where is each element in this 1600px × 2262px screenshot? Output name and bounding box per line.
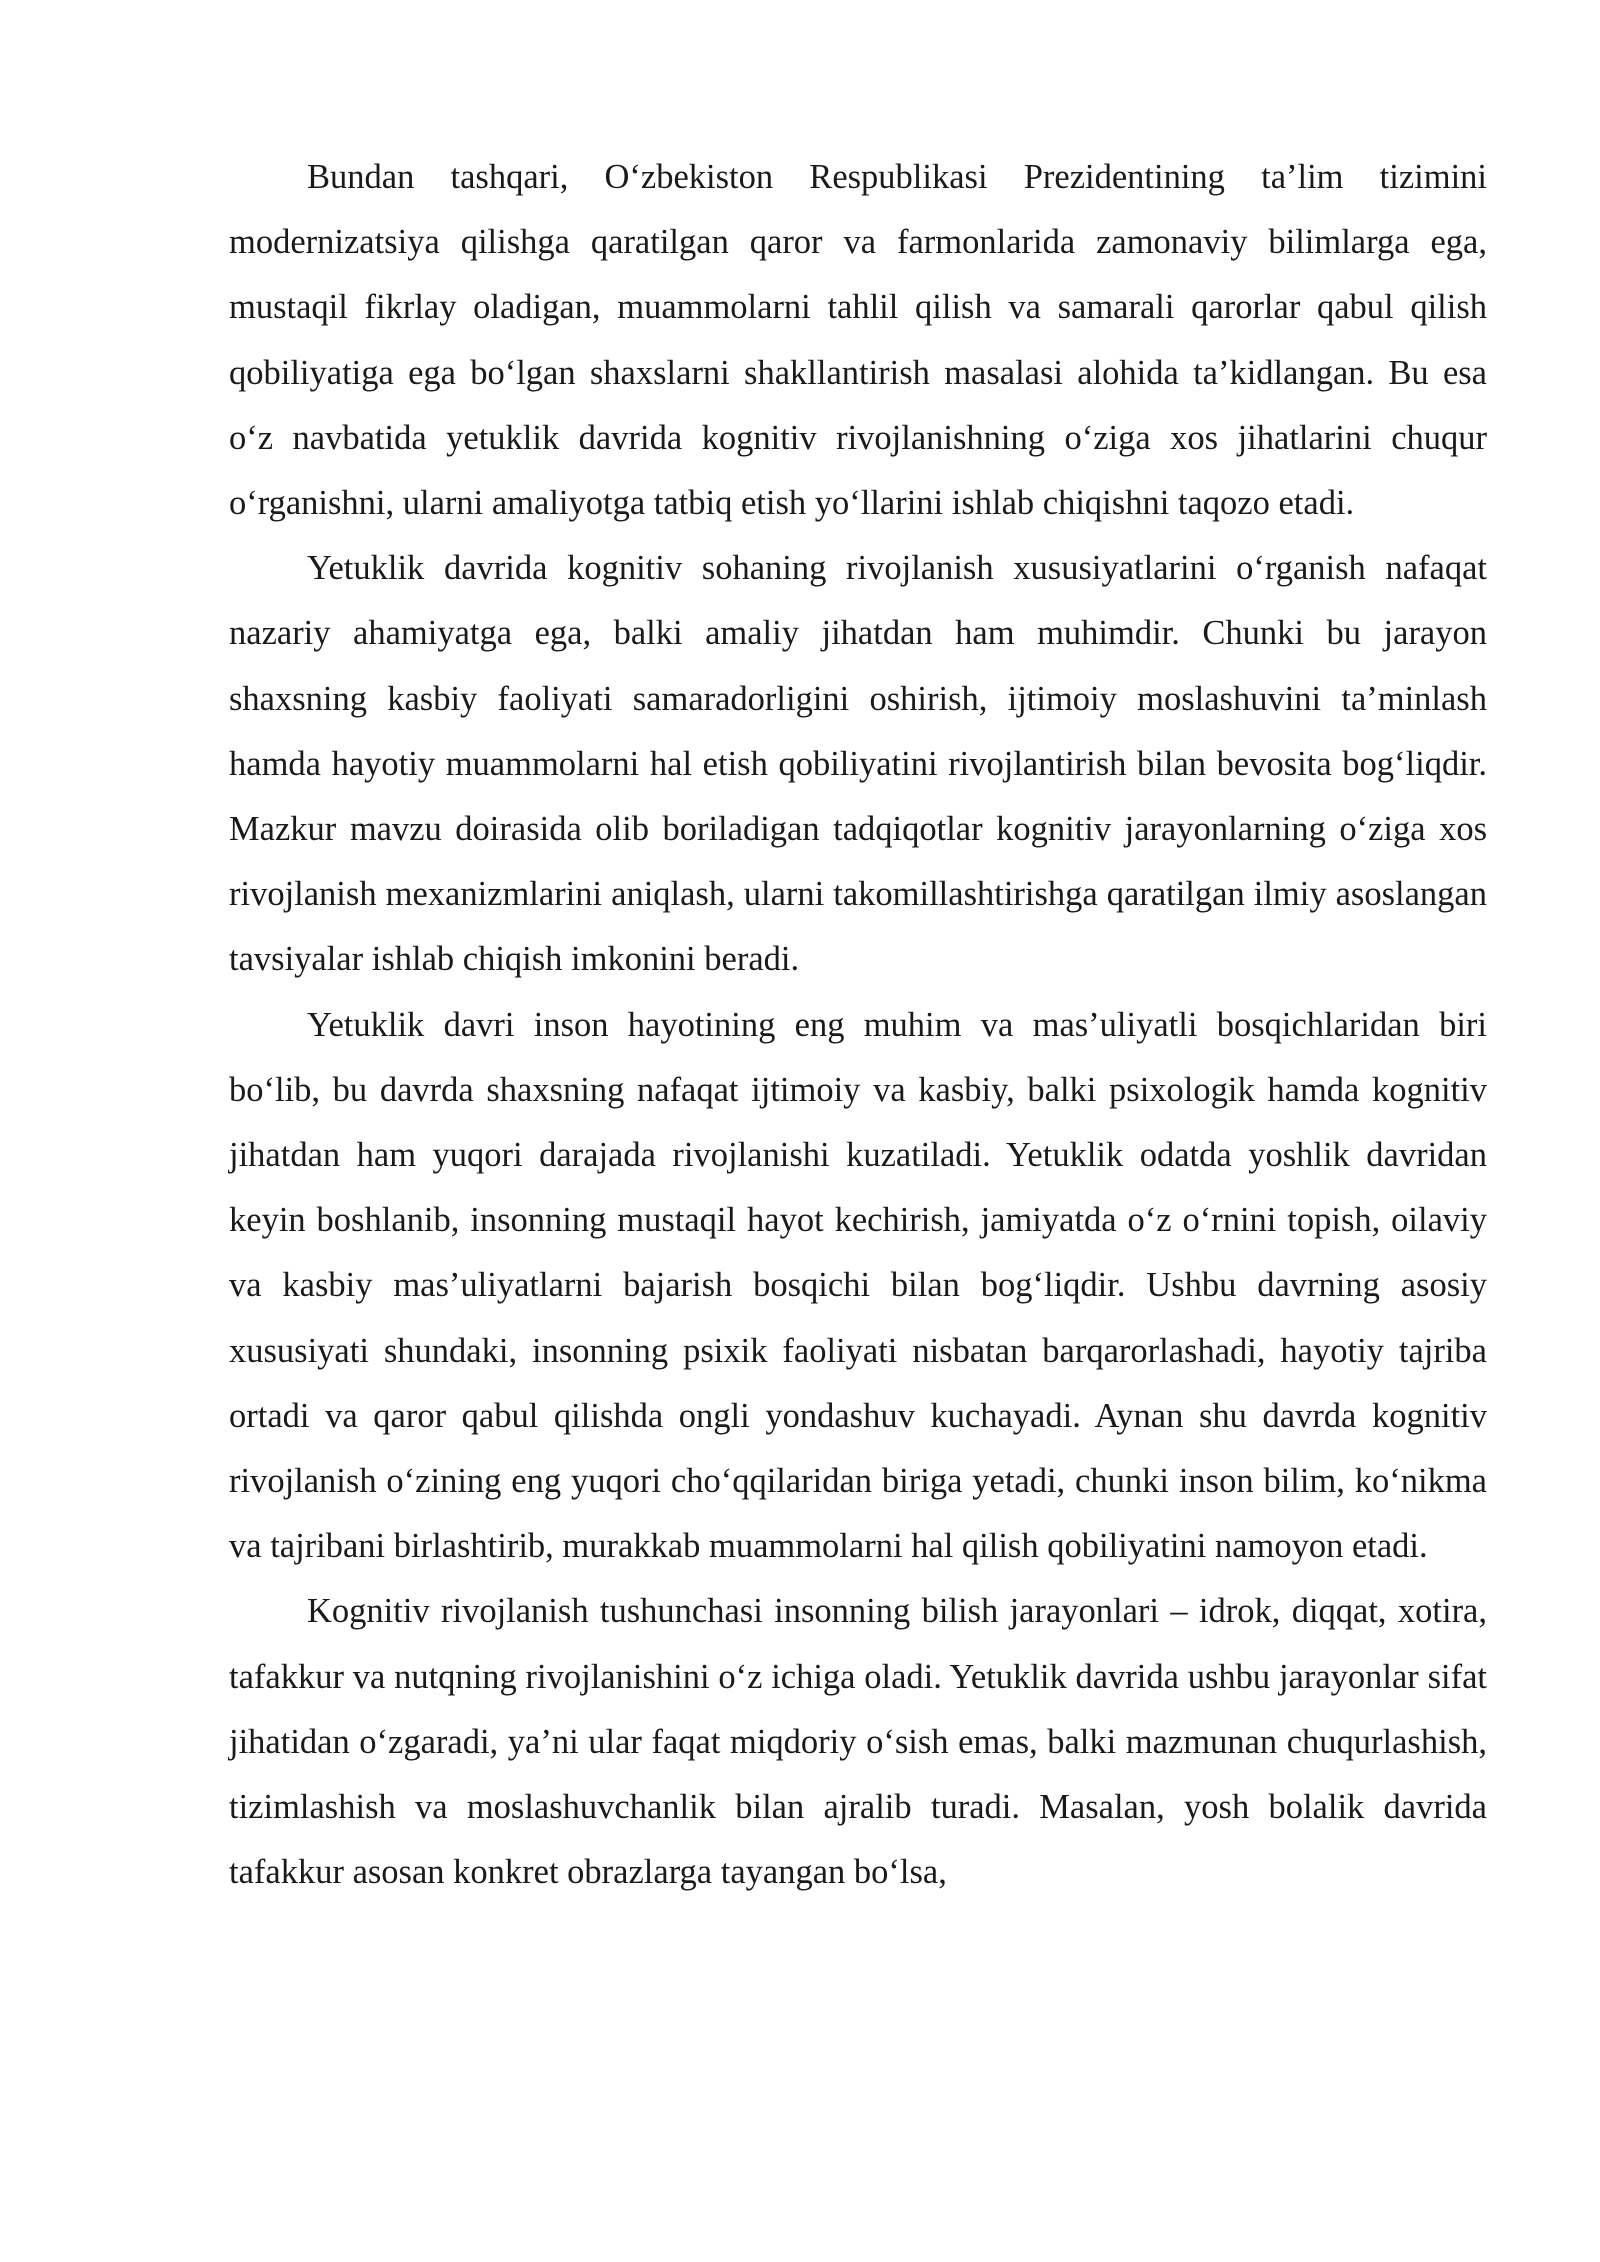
paragraph-2: Yetuklik davrida kognitiv sohaning rivojlanish xususiyatlarini o‘rganish nafaqat nazariy ahamiyatga ega, balki amaliy jihatdan ham muhimdir. Chunki bu jarayon shaxsning kasbiy faoliyati samaradorligini oshirish, ijtimoiy moslashuvini ta’minlash hamda hayotiy muammolarni hal etish qobiliyatini rivojlantirish bilan bevosita bog‘liqdir. Mazkur mavzu doirasida olib boriladigan tadqiqotlar kognitiv jarayonlarning o‘ziga xos rivojlanish mexanizmlarini aniqlash, ularni takomillashtirishga qaratilgan ilmiy asoslangan tavsiyalar ishlab chiqish imkonini beradi. [229,549,1487,979]
paragraph-4: Kognitiv rivojlanish tushunchasi insonning bilish jarayonlari – idrok, diqqat, xotira, tafakkur va nutqning rivojlanishini o‘z ichiga oladi. Yetuklik davrida ushbu jarayonlar sifat jihatidan o‘zgaradi, ya’ni ular faqat miqdoriy o‘sish emas, balki mazmunan chuqurlashish, tizimlashish va moslashuvchanlik bilan ajralib turadi. Masalan, yosh bolalik davrida tafakkur asosan konkret obrazlarga tayangan bo‘lsa, [229,1592,1487,1892]
document-body [229,145,1487,1905]
paragraph-3: Yetuklik davri inson hayotining eng muhim va mas’uliyatli bosqichlaridan biri bo‘lib, bu davrda shaxsning nafaqat ijtimoiy va kasbiy, balki psixologik hamda kognitiv jihatdan ham yuqori darajada rivojlanishi kuzatiladi. Yetuklik odatda yoshlik davridan keyin boshlanib, insonning mustaqil hayot kechirish, jamiyatda o‘z o‘rnini topish, oilaviy va kasbiy mas’uliyatlarni bajarish bosqichi bilan bog‘liqdir. Ushbu davrning asosiy xususiyati shundaki, insonning psixik faoliyati nisbatan barqarorlashadi, hayotiy tajriba ortadi va qaror qabul qilishda ongli yondashuv kuchayadi. Aynan shu davrda kognitiv rivojlanish o‘zining eng yuqori cho‘qqilaridan biriga yetadi, chunki inson bilim, ko‘nikma va tajribani birlashtirib, murakkab muammolarni hal qilish qobiliyatini namoyon etadi. [229,1005,1487,1566]
paragraph-1: Bundan tashqari, O‘zbekiston Respublikasi Prezidentining ta’lim tizimini modernizatsiya qilishga qaratilgan qaror va farmonlarida zamonaviy bilimlarga ega, mustaqil fikrlay oladigan, muammolarni tahlil qilish va samarali qarorlar qabul qilish qobiliyatiga ega bo‘lgan shaxslarni shakllantirish masalasi alohida ta’kidlangan. Bu esa o‘z navbatida yetuklik davrida kognitiv rivojlanishning o‘ziga xos jihatlarini chuqur o‘rganishni, ularni amaliyotga tatbiq etish yo‘llarini ishlab chiqishni taqozo etadi. [229,158,1487,523]
